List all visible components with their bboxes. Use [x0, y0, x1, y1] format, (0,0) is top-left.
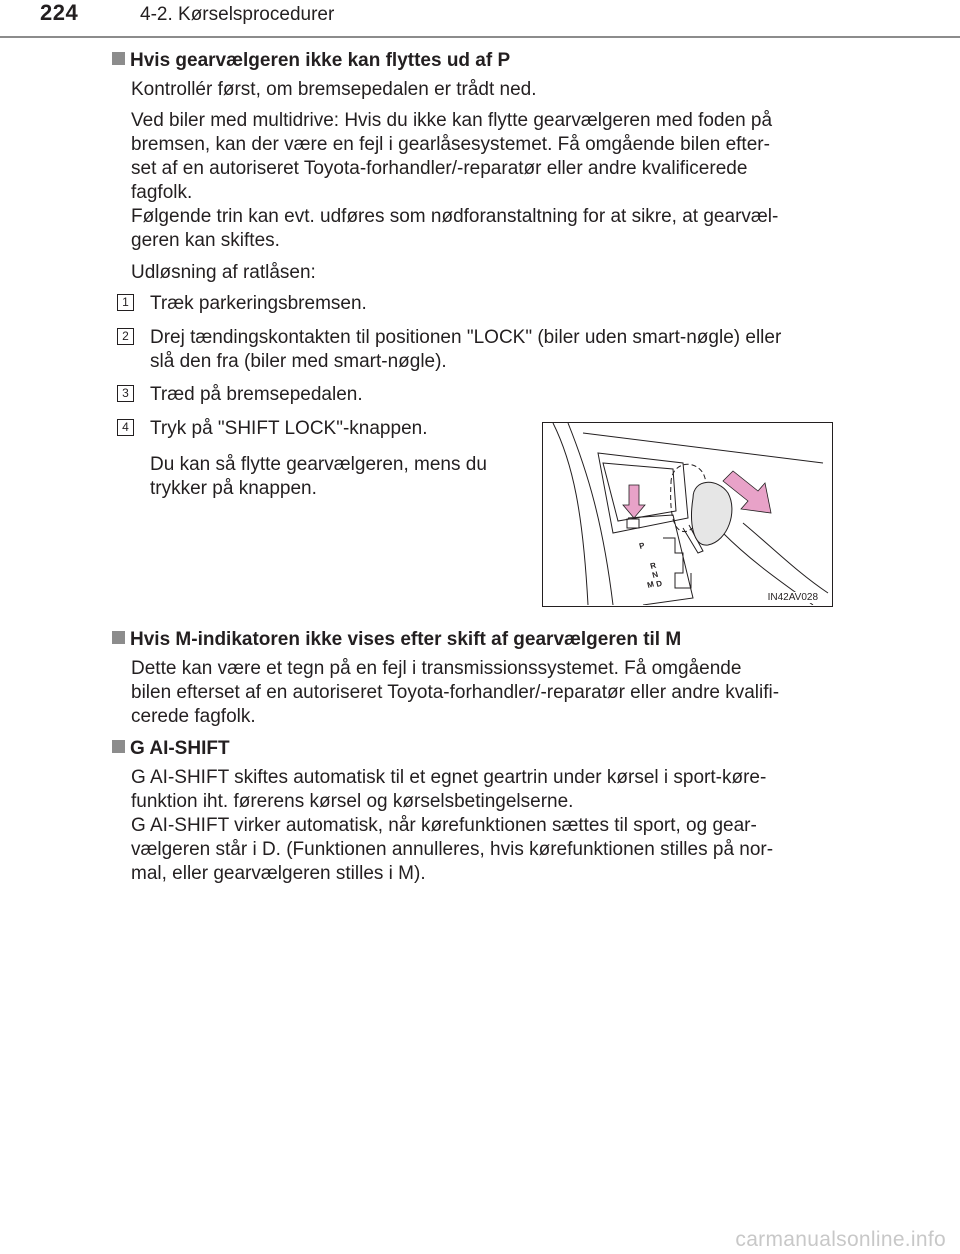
dash-edge [583, 433, 823, 463]
heading-g-ai-shift [112, 737, 230, 761]
text-line: fagfolk. [131, 182, 193, 203]
heading-text: Hvis gearvælgeren ikke kan flyttes ud af P [130, 50, 511, 71]
text-line: G AI-SHIFT virker automatisk, når kørefunktionen sættes til sport, og gear- [131, 815, 757, 836]
gate-label-m: M [646, 579, 655, 590]
text-line: Drej tændingskontakten til positionen "LOCK" (biler uden smart-nøgle) eller [150, 327, 782, 348]
step-text [150, 383, 363, 407]
heading-m-indicator [112, 628, 681, 652]
heading-text: Hvis M-indikatoren ikke vises efter skift af gearvælgeren til M [130, 629, 682, 650]
text-line: geren kan skiftes. [131, 230, 280, 251]
paragraph [131, 78, 841, 102]
heading-text: G AI-SHIFT [130, 738, 230, 759]
section-title: 4-2. Kørselsprocedurer [140, 4, 335, 25]
step-number-badge: 3 [117, 385, 134, 402]
step-text [150, 417, 427, 441]
text-line: slå den fra (biler med smart-nøgle). [150, 351, 447, 372]
text-line: cerede fagfolk. [131, 706, 256, 727]
text-line: Du kan så flytte gearvælgeren, mens du [150, 454, 487, 475]
text-line: Udløsning af ratlåsen: [131, 262, 316, 283]
text-line: trykker på knappen. [150, 478, 317, 499]
text-line: bremsen, kan der være en fejl i gearlåsesystemet. Få omgående bilen efter- [131, 134, 770, 155]
figure-code: IN42AV028 [767, 592, 818, 603]
step-text [150, 292, 367, 316]
paragraph [131, 261, 841, 285]
bullet-square-icon [112, 631, 125, 644]
paragraph [131, 766, 841, 886]
bullet-square-icon [112, 740, 125, 753]
step-text [150, 326, 842, 374]
page-header [0, 0, 960, 38]
text-line: bilen efterset af en autoriseret Toyota-forhandler/-reparatør eller andre kvalifi- [131, 682, 780, 703]
step-note [150, 453, 487, 501]
gate-label-d: D [655, 578, 664, 589]
console-edge-right-outer [743, 523, 828, 593]
text-line: Ved biler med multidrive: Hvis du ikke kan flytte gearvælgeren med foden på [131, 110, 773, 131]
gate-label-r: R [649, 560, 658, 571]
gate-label-p: P [638, 540, 646, 551]
gate-slot [663, 538, 691, 588]
press-arrow-icon [623, 485, 645, 518]
step-number-badge: 1 [117, 294, 134, 311]
console-edge-left [553, 423, 588, 605]
text-line: vælgeren står i D. (Funktionen annulleres, hvis kørefunktionen stilles på nor- [131, 839, 774, 860]
header-rule [0, 36, 960, 38]
watermark: carmanualsonline.info [735, 1228, 946, 1251]
text-line: mal, eller gearvælgeren stilles i M). [131, 863, 426, 884]
text-line: funktion iht. førerens kørsel og kørselsbetingelserne. [131, 791, 574, 812]
text-line: set af en autoriseret Toyota-forhandler/-reparatør eller andre kvalificerede [131, 158, 748, 179]
text-line: G AI-SHIFT skiftes automatisk til et egnet geartrin under kørsel i sport-køre- [131, 767, 767, 788]
text-line: Kontrollér først, om bremsepedalen er trådt ned. [131, 79, 537, 100]
bullet-square-icon [112, 52, 125, 65]
text-line: Følgende trin kan evt. udføres som nødforanstaltning for at sikre, at gearvæl- [131, 206, 779, 227]
paragraph [131, 109, 841, 253]
gate-label-n: N [651, 569, 660, 580]
console-recess-inner [603, 463, 676, 521]
text-line: Dette kan være et tegn på en fejl i transmissionssystemet. Få omgående [131, 658, 742, 679]
paragraph [131, 657, 841, 729]
console-edge-left-inner [568, 423, 613, 605]
text-line: Træk parkeringsbremsen. [150, 293, 367, 314]
heading-shift-stuck-in-p [112, 49, 510, 73]
text-line: Træd på bremsepedalen. [150, 384, 363, 405]
page-number: 224 [40, 0, 79, 25]
shift-lock-drawing [543, 423, 831, 605]
shift-lock-button [627, 519, 639, 528]
step-number-badge: 4 [117, 419, 134, 436]
shift-lock-illustration [542, 422, 833, 607]
step-number-badge: 2 [117, 328, 134, 345]
text-line: Tryk på "SHIFT LOCK"-knappen. [150, 418, 428, 439]
